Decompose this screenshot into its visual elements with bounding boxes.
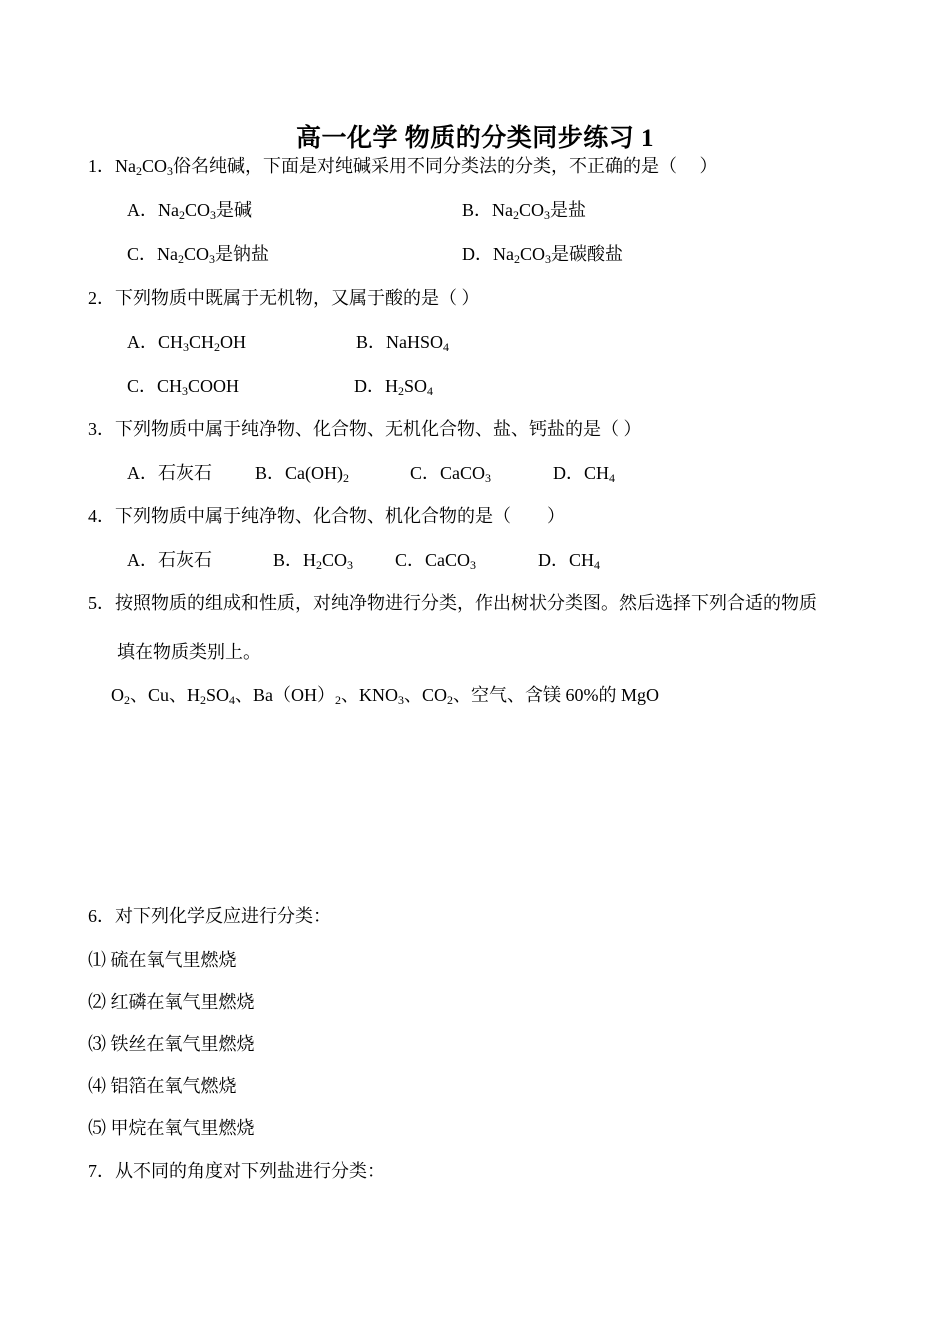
question-2-option-d[interactable]: D．$H_2SO_4$: [354, 376, 434, 398]
question-3-option-d[interactable]: D．$CH_4$: [553, 463, 616, 485]
question-3-option-a[interactable]: A．石灰石: [127, 463, 212, 483]
question-2-option-c[interactable]: C．$CH_3COOH$: [127, 376, 240, 398]
question-6-item: ⑸ 甲烷在氧气里燃烧: [88, 1118, 255, 1138]
question-6-item: ⑴ 硫在氧气里燃烧: [88, 950, 237, 970]
question-5-stem-line-2: 填在物质类别上。: [117, 642, 261, 662]
question-6-item: ⑷ 铝箔在氧气燃烧: [88, 1076, 237, 1096]
question-6-item: ⑶ 铁丝在氧气里燃烧: [88, 1034, 255, 1054]
question-7-stem: 7．从不同的角度对下列盐进行分类：: [88, 1161, 385, 1181]
question-4-stem: 4．下列物质中属于纯净物、化合物、机化合物的是（ ）: [88, 506, 565, 526]
question-1-option-b[interactable]: B．$Na_2CO_3$是盐: [462, 200, 587, 222]
question-2-option-b[interactable]: B．NaHSO$_4$: [356, 332, 450, 354]
question-4-option-b[interactable]: B．$H_2CO_3$: [273, 550, 354, 572]
question-3-option-c[interactable]: C．CaCO$_3$: [410, 463, 492, 485]
question-6-item: ⑵ 红磷在氧气里燃烧: [88, 992, 255, 1012]
question-1-option-c[interactable]: C．$Na_2CO_3$是钠盐: [127, 244, 270, 266]
question-4-option-c[interactable]: C．CaCO$_3$: [395, 550, 477, 572]
question-1-option-a[interactable]: A．$Na_2CO_3$是碱: [127, 200, 253, 222]
question-5-answer-space[interactable]: [88, 712, 868, 892]
question-1-option-d[interactable]: D．$Na_2CO_3$是碳酸盐: [462, 244, 624, 266]
question-5-substance-list: $O_2$、Cu、$H_2SO_4$、$Ba(OH)_2$、$KNO_3$、$CO_2$、空气、含镁 60%的 MgO: [111, 685, 660, 707]
question-4-option-d[interactable]: D．$CH_4$: [538, 550, 601, 572]
page-title: 高一化学 物质的分类同步练习 1: [295, 125, 654, 152]
question-3-stem: 3．下列物质中属于纯净物、化合物、无机化合物、盐、钙盐的是（ ）: [88, 419, 642, 439]
question-1-stem: 1．$Na_2CO_3$俗名纯碱，下面是对纯碱采用不同分类法的分类，不正确的是（ ）: [88, 156, 718, 178]
question-4-option-a[interactable]: A．石灰石: [127, 550, 212, 570]
question-2-stem: 2．下列物质中既属于无机物，又属于酸的是（ ）: [88, 288, 480, 308]
question-5-stem-line-1: 5．按照物质的组成和性质，对纯净物进行分类，作出树状分类图。然后选择下列合适的物质: [88, 593, 817, 613]
question-2-option-a[interactable]: A．$CH_3CH_2OH$: [127, 332, 247, 354]
question-6-stem: 6．对下列化学反应进行分类：: [88, 906, 331, 926]
question-3-option-b[interactable]: B．$Ca(OH)_2$: [255, 463, 349, 485]
